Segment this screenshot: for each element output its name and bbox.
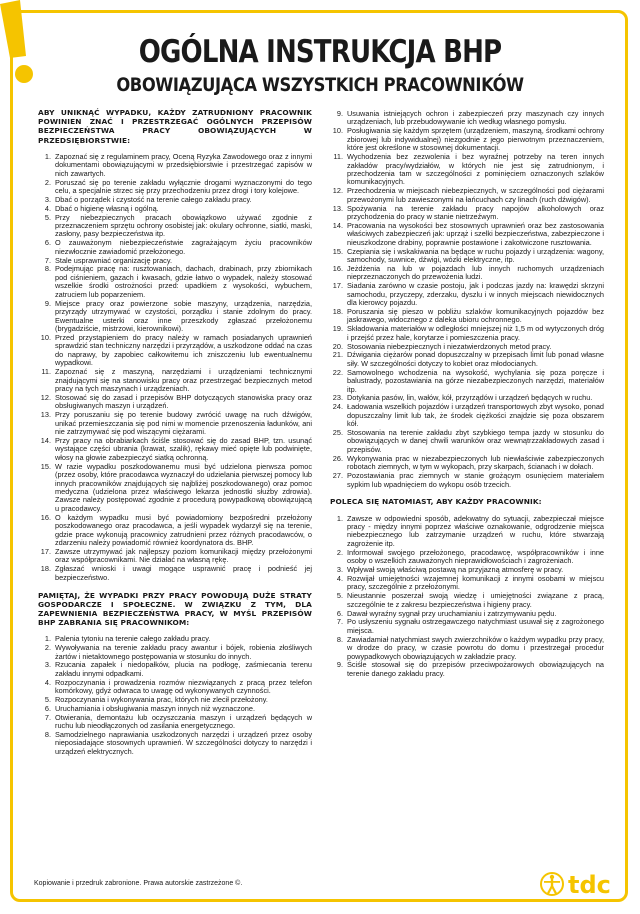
list-item	[38, 437, 312, 462]
list-item-number: 3.	[336, 565, 343, 575]
list-item-text: O każdym wypadku musi być powiadomiony bezpośredni przełożony poszkodowanego oraz pracodawca, a jeśli wypadek wydarzył się na terenie, gdzie prace wykonują pracownicy zatrudnieni przez różnych pracodawców, o zdarzeniu należy powiadomić również koordynatora ds. BHP.	[55, 512, 312, 548]
list-item-text: Przed przystąpieniem do pracy należy w ramach posiadanych uprawnień sprawdzić stan techniczny narzędzi i przyrządów, a uszkodzone oddać na czas do naprawy, by zapobiec całkowitemu ich zniszczeniu lub ewentualnemu wypadkowi.	[55, 332, 312, 368]
list-item-text: Wychodzenia bez zezwolenia i bez wyraźnej potrzeby na teren innych zakładów pracy/wydziałów, w których nie jest się zatrudnionym, i przechodzenia tam w szczególności z pominięciem oznaczonych szlaków komunikacyjnych.	[347, 152, 604, 187]
list-item-number: 17.	[40, 546, 51, 556]
section2-list-continued	[330, 110, 604, 489]
list-item-text: Dźwigania ciężarów ponad dopuszczalny w przepisach limit lub ponad własne siły. W szczególności dotyczy to kobiet oraz młodocianych.	[347, 350, 604, 368]
list-item-text: Przy pracy na obrabiarkach ściśle stosować się do zasad BHP, tzn. usunąć wystające części ubrania (krawat, szalik), rękawy mieć opięte lub podwinięte, włosy na głowie zabezpieczyć siatką ochronną.	[55, 435, 312, 462]
list-item	[38, 463, 312, 514]
list-item-text: Nieustannie poszerzał swoją wiedzę i umiejętności związane z pracą, szczególnie te z zakresu bezpieczeństwa i higieny pracy.	[347, 591, 604, 609]
page-title: OGÓLNA INSTRUKCJA BHP	[138, 34, 502, 70]
list-item	[330, 403, 604, 428]
list-item-number: 5.	[336, 591, 343, 601]
list-item-number: 15.	[332, 246, 343, 256]
list-item	[330, 369, 604, 394]
list-item	[38, 548, 312, 565]
list-item-text: Po usłyszeniu sygnału ostrzegawczego natychmiast usuwał się z zagrożonego miejsca.	[347, 617, 604, 635]
list-item	[38, 514, 312, 548]
list-item-text: Pozostawiania prac ziemnych w stanie grożącym osunięciem materiałem sypkim lub wpadnięciem do wykopu osób trzecich.	[347, 471, 604, 489]
list-item-number: 22.	[332, 367, 343, 377]
list-item-text: Rozwijał umiejętności wzajemnej komunikacji z innymi osobami w miejscu pracy, szczególnie z przełożonymi.	[347, 573, 604, 592]
list-item-number: 2.	[44, 643, 51, 653]
list-item-text: Rzucania zapałek i niedopałków, plucia na podłogę, zaśmiecania terenu zakładu innymi odpadkami.	[55, 660, 312, 678]
list-item-number: 6.	[336, 608, 343, 618]
list-item-text: W razie wypadku poszkodowanemu musi być udzielona pierwsza pomoc (przez osoby, które pracodawca wyznaczył do udzielania pierwszej pomocy lub innych pracowników znajdujących się najbliżej poszkodowanego) oraz pomoc medyczna (udzielona przez właściwego lekarza jednostki służby zdrowia). Zawsze należy postępować zgodnie z procedurą powypadkową obowiązującą u pracodawcy.	[55, 461, 312, 513]
list-item-text: Siadania zarówno w czasie postoju, jak i podczas jazdy na: krawędzi skrzyni samochodu, przyczepy, zderzaku, dyszlu i w innych miejscach niewidocznych dla kierowcy pojazdu.	[347, 281, 604, 308]
list-item-number: 1.	[44, 634, 51, 644]
list-item-text: Przechodzenia w miejscach niebezpiecznych, w szczególności pod ciężarami przewożonymi lub zawieszonymi na łańcuchach czy linach (ruch dźwigów).	[347, 186, 604, 204]
list-item-text: Stosować się do zasad i przepisów BHP dotyczących stanowiska pracy oraz obsługiwanych maszyn i urządzeń.	[55, 392, 312, 411]
list-item	[330, 515, 604, 549]
list-item	[330, 636, 604, 661]
list-item	[330, 205, 604, 222]
list-item-text: Palenia tytoniu na terenie całego zakładu pracy.	[55, 634, 211, 644]
list-item-number: 3.	[44, 660, 51, 670]
list-item-number: 13.	[40, 410, 51, 420]
list-item	[38, 368, 312, 393]
list-item-number: 13.	[332, 203, 343, 213]
list-item	[330, 325, 604, 342]
list-item-number: 9.	[44, 298, 51, 308]
list-item-text: Zawsze utrzymywać jak najlepszy poziom komunikacji między przełożonymi oraz współpracownikami. Nie działać na własną rękę.	[55, 546, 312, 565]
list-item	[38, 300, 312, 334]
section2-list	[38, 635, 312, 756]
list-item-number: 27.	[332, 471, 343, 481]
list-item-number: 3.	[44, 194, 51, 204]
list-item-number: 12.	[332, 186, 343, 196]
tdc-logo	[540, 870, 626, 898]
list-item	[38, 334, 312, 368]
list-item-text: Miejsce pracy oraz powierzone sobie maszyny, urządzenia, narzędzia, przyrządy utrzymywać w czystości, porządku i stanie zdolnym do pracy. Ewentualne usterki oraz inne przeszkody zgłaszać przełożonemu (brygadziście, mistrzowi, kierownikowi).	[55, 298, 312, 333]
list-item-number: 7.	[44, 255, 51, 265]
list-item-number: 12.	[40, 392, 51, 402]
list-item	[38, 265, 312, 299]
list-item-text: Poruszać się po terenie zakładu wyłącznie drogami wyznaczonymi do tego celu, a specjalnie strzec się przy przechodzeniu przez drogi i tory kolejowe.	[55, 177, 312, 196]
list-item-text: Rozpoczynania i wykonywania prac, których nie zlecił przełożony.	[55, 695, 268, 705]
list-item-number: 1.	[44, 151, 51, 161]
list-item-number: 1.	[336, 513, 343, 523]
list-item-number: 20.	[332, 341, 343, 351]
list-item-number: 14.	[40, 435, 51, 445]
list-item-text: Spożywania na terenie zakładu pracy napojów alkoholowych oraz przychodzenia do pracy w stanie nietrzeźwym.	[347, 203, 604, 221]
list-item	[330, 265, 604, 282]
list-item-number: 5.	[44, 212, 51, 222]
list-item	[330, 455, 604, 472]
list-item-text: Przy niebezpiecznych pracach obowiązkowo używać zgodnie z przeznaczeniem sprzętu ochrony osobistej jak: okulary ochronne, siatki, maski, zasłony, pasy bezpieczeństwa itp.	[55, 212, 312, 239]
list-item-text: Dbać o higienę własną i ogólną.	[55, 203, 159, 213]
list-item	[330, 661, 604, 678]
list-item-text: Dawał wyraźny sygnał przy uruchamianiu i zatrzymywaniu pędu.	[347, 608, 557, 618]
list-item-text: O zauważonym niebezpieczeństwie zagrażającym życiu pracowników niezwłocznie zawiadomić przełożonego.	[55, 238, 312, 256]
list-item-text: Zapoznać się z regulaminem pracy, Oceną Ryzyka Zawodowego oraz z innymi dokumentami obowiązującymi w przedsiębiorstwie i przestrzegać zapisów w nich zawartych.	[55, 151, 312, 178]
list-item-text: Wykonywania prac w niezabezpieczonych lub niewłaściwie zabezpieczonych robotach ziemnych, w tym w wykopach, przy skarpach, ścianach i w dołach.	[347, 453, 604, 472]
list-item-number: 14.	[332, 220, 343, 230]
list-item-text: Poruszania się pieszo w pobliżu szlaków komunikacyjnych pojazdów bez jaskrawego, widocznego z daleka ubioru ochronnego.	[347, 306, 604, 325]
list-item-number: 7.	[336, 617, 343, 627]
list-item	[330, 308, 604, 325]
list-item-text: Pracowania na wysokości bez stosownych uprawnień oraz bez zastosowania właściwych zabezpieczeń jak: uprząż i szelki bezpieczeństwa, zabezpieczone i nieuszkodzone drabiny, poprawnie postawione i zakotwiczone rusztowania.	[347, 220, 604, 247]
list-item-number: 8.	[336, 634, 343, 644]
list-item-text: Składowania materiałów w odległości mniejszej niż 1,5 m od wytyczonych dróg i przejść przez hale, korytarze i pomieszczenia pracy.	[347, 324, 604, 342]
list-item	[330, 618, 604, 635]
list-item	[38, 644, 312, 661]
list-item-number: 5.	[44, 695, 51, 705]
copyright-note: Kopiowanie i przedruk zabronione. Prawa autorskie zastrzeżone ©.	[34, 880, 243, 887]
section2-heading: PAMIĘTAJ, ŻE WYPADKI PRZY PRACY POWODUJĄ DUŻE STRATY GOSPODARCZE I SPOŁECZNE. W ZWIĄZKU Z TYM, DLA ZAPEWNIENIA BEZPIECZEŃSTWA PRACY, W MYŚL PRZEPISÓW BHP ZABRANIA SIĘ PRACOWNIKOM:	[38, 590, 312, 628]
list-item-number: 15.	[40, 461, 51, 471]
list-item-text: Zawiadamiał natychmiast swych zwierzchników o każdym wypadku przy pracy, w drodze do pracy, w czasie powrotu do domu i przestrzegał procedur powypadkowych obowiązujących w zakładzie pracy.	[347, 634, 604, 661]
list-item-number: 2.	[336, 547, 343, 557]
list-item-number: 6.	[44, 703, 51, 713]
list-item	[38, 153, 312, 178]
list-item-number: 10.	[332, 126, 343, 136]
list-item-number: 2.	[44, 177, 51, 187]
list-item	[330, 248, 604, 265]
list-item	[330, 575, 604, 592]
right-column	[330, 110, 604, 679]
list-item-number: 9.	[336, 660, 343, 670]
list-item-text: Jeżdżenia na lub w pojazdach lub innych ruchomych urządzeniach nieprzeznaczonych do przewożenia ludzi.	[347, 263, 604, 282]
list-item	[330, 222, 604, 247]
list-item	[38, 661, 312, 678]
list-item-number: 19.	[332, 324, 343, 334]
list-item-number: 10.	[40, 332, 51, 342]
list-item-text: Usuwania istniejących ochron i zabezpieczeń przy maszynach czy innych urządzeniach, lub przebudowywanie ich według własnego pomysłu.	[347, 109, 604, 127]
list-item	[38, 679, 312, 696]
list-item	[38, 411, 312, 436]
list-item-number: 11.	[333, 152, 343, 162]
list-item-text: Zgłaszać wnioski i uwagi mogące usprawnić pracę i podnieść jej bezpieczeństwo.	[55, 564, 312, 582]
list-item-number: 18.	[40, 564, 51, 574]
list-item	[38, 714, 312, 731]
list-item-number: 11.	[41, 367, 51, 377]
list-item-number: 24.	[332, 402, 343, 412]
list-item-text: Ładowania wszelkich pojazdów i urządzeń transportowych zbyt wysoko, ponad dopuszczalny limit lub tak, że środek ciężkości znajdzie się poza obszarem kół.	[347, 402, 604, 429]
list-item-text: Ściśle stosował się do przepisów przeciwpożarowych obowiązujących na terenie danego zakładu pracy.	[347, 660, 604, 678]
list-item	[38, 394, 312, 411]
page-subtitle: OBOWIĄZUJĄCA WSZYSTKICH PRACOWNIKÓW	[116, 74, 524, 96]
list-item	[38, 239, 312, 256]
list-item-number: 23.	[332, 393, 343, 403]
list-item-text: Posługiwania się każdym sprzętem (urządzeniem, maszyną, środkami ochrony zbiorowej lub indywidualnej) niezgodnie z jego pierwotnym przeznaczeniem, które jest określone w stosownej dokumentacji.	[347, 126, 604, 153]
list-item	[330, 187, 604, 204]
list-item-text: Stale usprawniać organizację pracy.	[55, 255, 173, 265]
list-item	[330, 282, 604, 307]
list-item	[38, 205, 312, 213]
list-item-text: Dbać o porządek i czystość na terenie całego zakładu pracy.	[55, 194, 252, 204]
list-item	[330, 110, 604, 127]
list-item-number: 17.	[332, 281, 343, 291]
list-item	[330, 127, 604, 152]
list-item	[330, 472, 604, 489]
list-item-number: 16.	[332, 263, 343, 273]
list-item-text: Zawsze w odpowiedni sposób, adekwatny do sytuacji, zabezpieczał miejsce pracy - między innymi poprzez właściwe oznakowanie, odgrodzenie miejsca niebezpiecznego lub zatrzymanie urządzeń w ruchu, które stwarzają zagrożenie itp.	[347, 513, 604, 548]
list-item-text: Wpływał swoją właściwą postawą na przyjazną atmosferę w pracy.	[347, 565, 564, 575]
list-item	[38, 179, 312, 196]
section3-list	[330, 515, 604, 679]
list-item-number: 4.	[44, 203, 51, 213]
section3-heading: POLECA SIĘ NATOMIAST, ABY KAŻDY PRACOWNIK:	[330, 497, 542, 507]
section1-heading: ABY UNIKNĄĆ WYPADKU, KAŻDY ZATRUDNIONY PRACOWNIK POWINIEN ZNAĆ I PRZESTRZEGAĆ OGÓLNYCH PRZEPISÓW BEZPIECZEŃSTWA PRACY OBOWIĄZUJĄCYCH W PRZEDSIĘBIORSTWIE:	[38, 108, 312, 145]
list-item-number: 4.	[336, 573, 343, 583]
list-item-number: 18.	[332, 306, 343, 316]
list-item-text: Informował swojego przełożonego, pracodawcę, współpracowników i inne osoby o wszelkich zauważonych nieprawidłowościach i zagrożeniach.	[347, 547, 604, 566]
list-item-number: 21.	[332, 350, 343, 360]
list-item-number: 8.	[44, 264, 51, 274]
list-item-text: Dotykania pasów, lin, wałów, kół, przyrządów i urządzeń będących w ruchu.	[347, 393, 593, 403]
list-item	[330, 429, 604, 454]
list-item-number: 4.	[44, 677, 51, 687]
list-item-text: Przy poruszaniu się po terenie budowy zwrócić uwagę na ruch dźwigów, unikać przemieszczania się pod nimi w momencie przenoszenia ładunków, ani nie zatrzymywać się pod wiszącymi ciężarami.	[55, 410, 312, 436]
logo-text: tdc	[568, 871, 611, 898]
list-item-text: Uruchamiania i obsługiwania maszyn innych niż wyznaczone.	[55, 703, 256, 713]
list-item-number: 9.	[336, 109, 343, 118]
list-item	[330, 549, 604, 566]
list-item-text: Zapoznać się z maszyną, narzędziami i urządzeniami technicznymi znajdującymi się na stanowisku pracy oraz przestrzegać bezpiecznych metod pracy na tych maszynach i urządzeniach.	[55, 367, 312, 393]
list-item-number: 7.	[44, 712, 51, 722]
list-item-text: Wywoływania na terenie zakładu pracy awantur i bójek, robienia złośliwych żartów i nietaktownego postępowania w stosunku do innych.	[55, 643, 312, 661]
list-item-text: Czepiania się i wskakiwania na będące w ruchu pojazdy i urządzenia: wagony, samochody, suwnice, dźwigi, wózki elektryczne, itp.	[347, 246, 604, 265]
list-item-text: Samowolnego wchodzenia na wysokość, wychylania się poza poręcze i balustrady, pozostawiania na górze niezabezpieczonych narzędzi, materiałów itp.	[347, 367, 604, 394]
list-item-text: Rozpoczynania i prowadzenia rozmów niezwiązanych z pracą przez telefon komórkowy, gdyż odwraca to uwagę od wykonywanych czynności.	[55, 677, 312, 696]
list-item-number: 6.	[44, 238, 51, 248]
list-item-text: Podejmując pracę na: rusztowaniach, dachach, drabinach, przy zbiornikach pod ciśnieniem, gazach i kwasach, gdzie łatwo o wypadek, należy stosować wszelkie środki ostrożności przed: upadkiem z wysokości, wybuchem, zatruciem lub poparzeniem.	[55, 264, 312, 299]
list-item-number: 25.	[332, 428, 343, 438]
list-item	[330, 592, 604, 609]
list-item	[330, 153, 604, 187]
list-item-number: 16.	[40, 512, 51, 522]
list-item-text: Stosowania na terenie zakładu zbyt szybkiego tempa jazdy w stosunku do obowiązujących w danej chwili warunków oraz wewnątrzzakładowych zasad i przepisów.	[347, 428, 604, 454]
list-item-text: Otwierania, demontażu lub oczyszczania maszyn i urządzeń będących w ruchu lub nieodłączonych od zasilania energetycznego.	[55, 712, 312, 731]
list-item-text: Stosowania niebezpiecznych i niezatwierdzonych metod pracy.	[347, 341, 552, 351]
list-item	[38, 565, 312, 582]
left-column	[38, 108, 312, 757]
list-item-number: 8.	[44, 730, 51, 740]
list-item-number: 26.	[332, 453, 343, 463]
list-item	[38, 214, 312, 239]
section1-list	[38, 153, 312, 582]
list-item-text: Samodzielnego naprawiania uszkodzonych narzędzi i urządzeń przez osoby nieposiadające stosownych uprawnień. W szczególności dotyczy to narzędzi i urządzeń elektrycznych.	[55, 730, 312, 756]
list-item	[38, 731, 312, 756]
list-item	[330, 351, 604, 368]
